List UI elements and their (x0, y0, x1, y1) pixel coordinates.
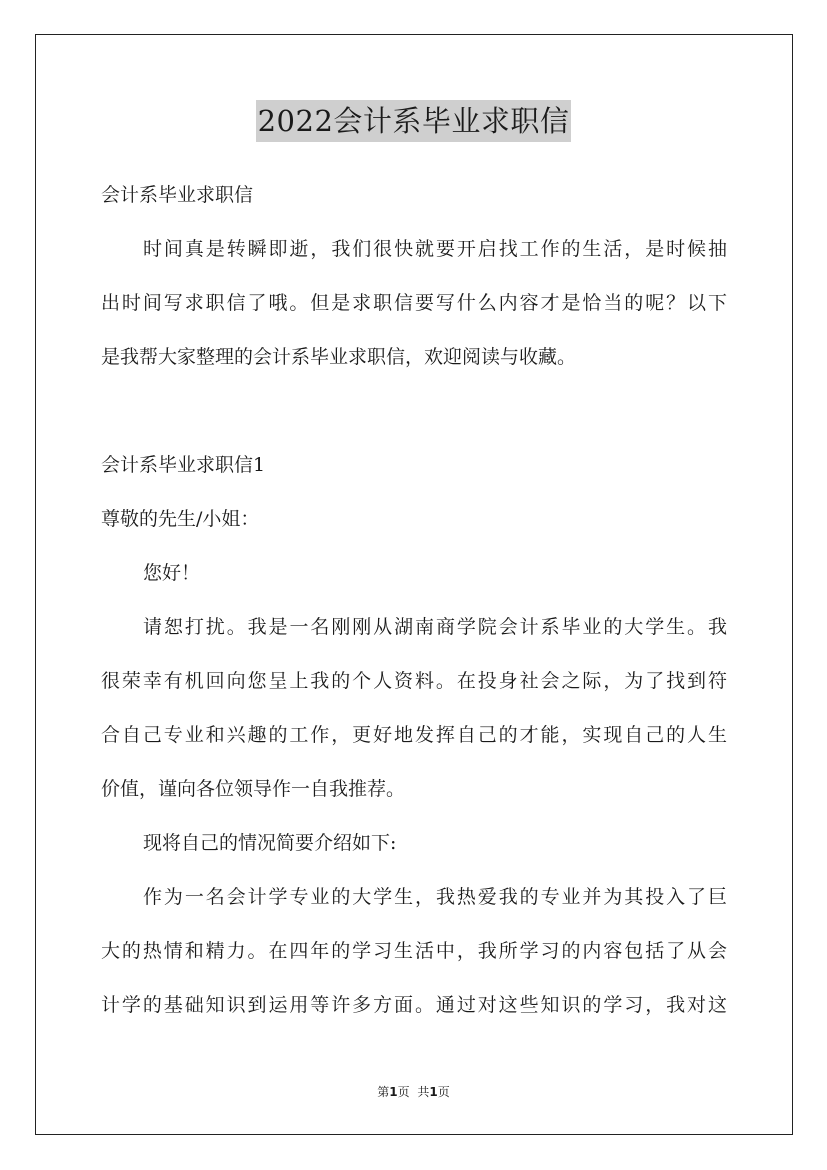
paragraph-line: 是我帮大家整理的会计系毕业求职信，欢迎阅读与收藏。 (101, 346, 577, 368)
title-wrap (0, 100, 827, 142)
document-body (101, 168, 727, 1032)
paragraph-line: 很荣幸有机回向您呈上我的个人资料。在投身社会之际，为了找到符 (101, 670, 727, 692)
paragraph-line: 出时间写求职信了哦。但是求职信要写什么内容才是恰当的呢？以下 (101, 292, 727, 314)
blank-line (101, 384, 727, 438)
paragraph-line: 大的热情和精力。在四年的学习生活中，我所学习的内容包括了从会 (101, 940, 727, 962)
paragraph-line: 价值，谨向各位领导作一自我推荐。 (101, 778, 406, 800)
paragraph-line: 计学的基础知识到运用等许多方面。通过对这些知识的学习，我对这 (101, 994, 727, 1016)
total-pages: 1 (429, 1085, 438, 1099)
total-prefix: 共 (417, 1085, 430, 1099)
paragraph-line: 时间真是转瞬即逝，我们很快就要开启找工作的生活，是时候抽 (143, 238, 727, 260)
page-footer (0, 1083, 827, 1101)
total-suffix: 页 (437, 1085, 450, 1099)
paragraph-line: 作为一名会计学专业的大学生，我热爱我的专业并为其投入了巨 (143, 886, 727, 908)
paragraph-line: 请恕打扰。我是一名刚刚从湖南商学院会计系毕业的大学生。我 (143, 616, 727, 638)
salutation: 尊敬的先生/小姐： (101, 508, 260, 530)
greeting: 您好！ (143, 562, 201, 584)
paragraph-line: 合自己专业和兴趣的工作，更好地发挥自己的才能，实现自己的人生 (101, 724, 727, 746)
page-number: 1 (389, 1085, 398, 1099)
page-prefix: 第 (377, 1085, 390, 1099)
section-heading: 会计系毕业求职信1 (101, 454, 266, 476)
page-suffix: 页 (397, 1085, 410, 1099)
document-title: 2022会计系毕业求职信 (256, 100, 572, 142)
subtitle-line: 会计系毕业求职信 (101, 184, 254, 206)
paragraph-line: 现将自己的情况简要介绍如下: (143, 832, 397, 854)
